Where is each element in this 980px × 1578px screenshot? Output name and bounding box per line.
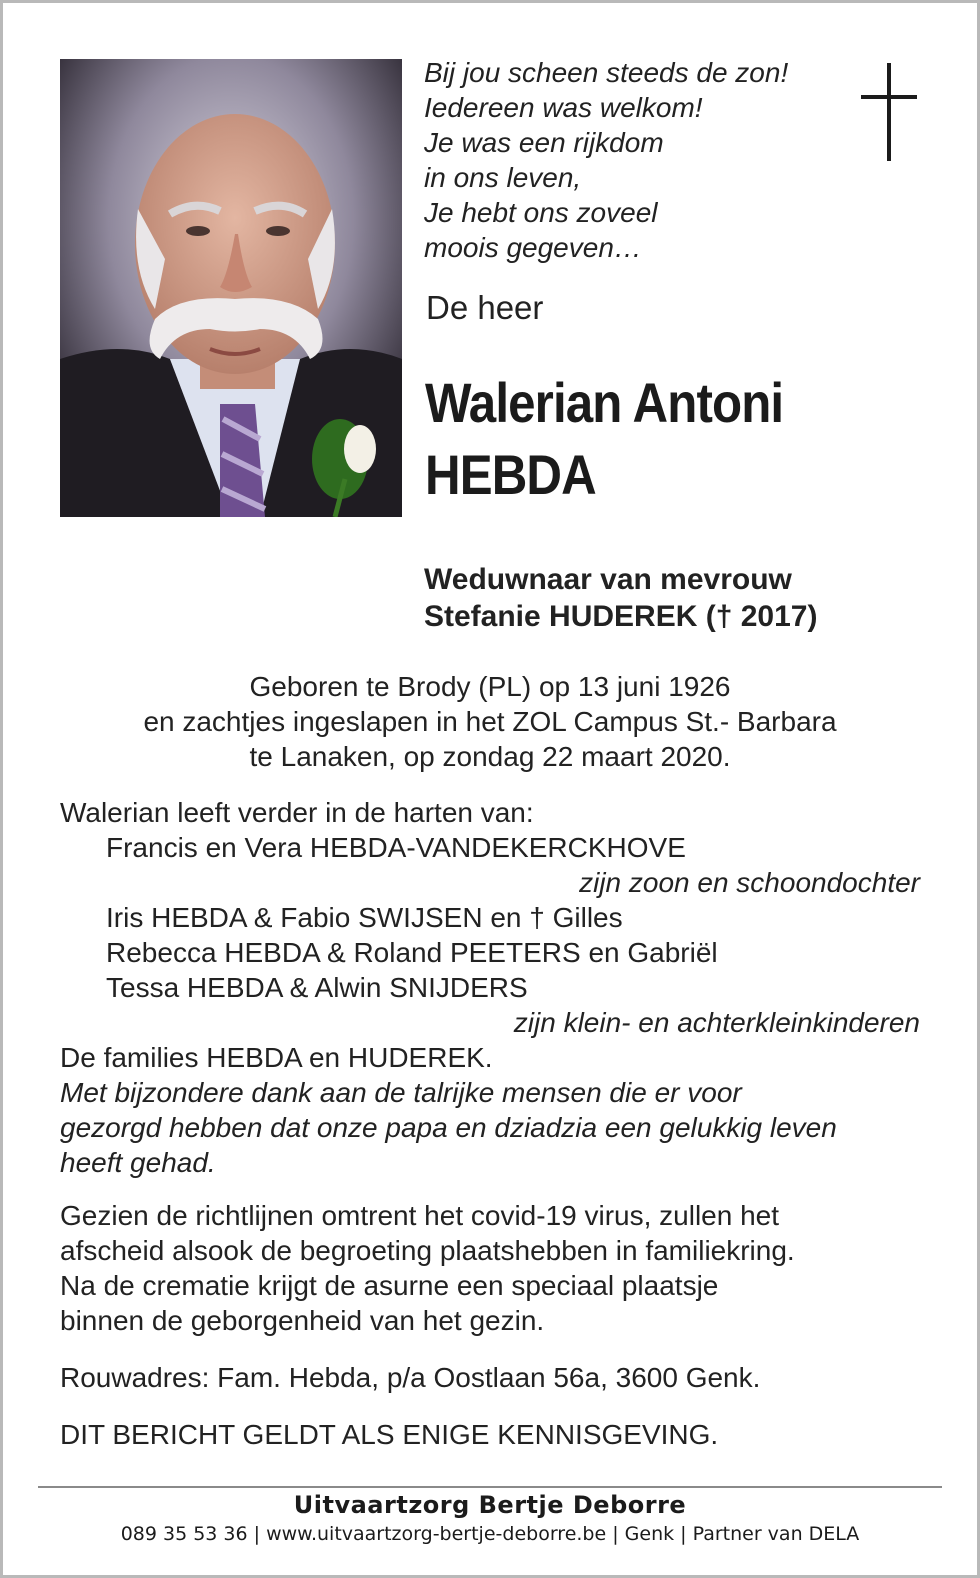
mourning-address: Rouwadres: Fam. Hebda, p/a Oostlaan 56a, 3600 Genk.: [60, 1362, 761, 1393]
thanks-line: heeft gehad.: [60, 1147, 216, 1178]
families-line: De families HEBDA en HUDEREK.: [60, 1042, 493, 1073]
sole-notice: DIT BERICHT GELDT ALS ENIGE KENNISGEVING.: [60, 1419, 719, 1450]
notice-body: [60, 795, 920, 1452]
spacer: [60, 1338, 920, 1360]
portrait-photo: [60, 59, 402, 517]
poem-line: Iedereen was welkom!: [424, 92, 703, 123]
covid-line: binnen de geborgenheid van het gezin.: [60, 1305, 545, 1336]
grandchildren-relation: zijn klein- en achterkleinkinderen: [513, 1007, 920, 1038]
birth-line: te Lanaken, op zondag 22 maart 2020.: [249, 741, 731, 772]
footer-divider: [38, 1486, 942, 1488]
birth-line: en zachtjes ingeslapen in het ZOL Campus St.- Barbara: [143, 706, 837, 737]
thanks-line: Met bijzondere dank aan de talrijke mensen die er voor: [60, 1077, 742, 1108]
poem: [424, 55, 788, 265]
grandchild-line: Iris HEBDA & Fabio SWIJSEN en † Gilles: [106, 902, 623, 933]
widower-line: Stefanie HUDEREK († 2017): [424, 600, 818, 633]
funeral-home-name: Uitvaartzorg Bertje Deborre: [293, 1491, 687, 1519]
grandchild-line: Tessa HEBDA & Alwin SNIJDERS: [106, 972, 528, 1003]
spacer: [60, 1395, 920, 1417]
covid-line: Gezien de richtlijnen omtrent het covid-19 virus, zullen het: [60, 1200, 780, 1231]
birth-death-details: [3, 669, 977, 774]
poem-line: in ons leven,: [424, 162, 582, 193]
latin-cross-icon: [859, 63, 919, 163]
son-relation: zijn zoon en schoondochter: [579, 867, 920, 898]
grandchild-line: Rebecca HEBDA & Roland PEETERS en Gabriël: [106, 937, 718, 968]
honorific: De heer: [426, 289, 544, 326]
deceased-name: [425, 367, 783, 511]
poem-line: Je was een rijkdom: [424, 127, 664, 158]
survivors-intro: Walerian leeft verder in de harten van:: [60, 797, 534, 828]
covid-line: Na de crematie krijgt de asurne een speciaal plaatsje: [60, 1270, 719, 1301]
widower-line: Weduwnaar van mevrouw: [424, 563, 792, 596]
widower-statement: [424, 561, 817, 635]
poem-line: Je hebt ons zoveel: [424, 197, 658, 228]
covid-line: afscheid alsook de begroeting plaatshebben in familiekring.: [60, 1235, 795, 1266]
poem-line: moois gegeven…: [424, 232, 642, 263]
birth-line: Geboren te Brody (PL) op 13 juni 1926: [249, 671, 731, 702]
deceased-first-names: Walerian Antoni: [425, 371, 784, 434]
spacer: [60, 1180, 920, 1198]
funeral-home-contact: 089 35 53 36 | www.uitvaartzorg-bertje-deborre.be | Genk | Partner van DELA: [120, 1523, 860, 1545]
deceased-last-name: HEBDA: [425, 443, 596, 506]
thanks-line: gezorgd hebben dat onze papa en dziadzia een gelukkig leven: [60, 1112, 837, 1143]
survivor-son: Francis en Vera HEBDA-VANDEKERCKHOVE: [106, 832, 686, 863]
poem-line: Bij jou scheen steeds de zon!: [424, 57, 789, 88]
